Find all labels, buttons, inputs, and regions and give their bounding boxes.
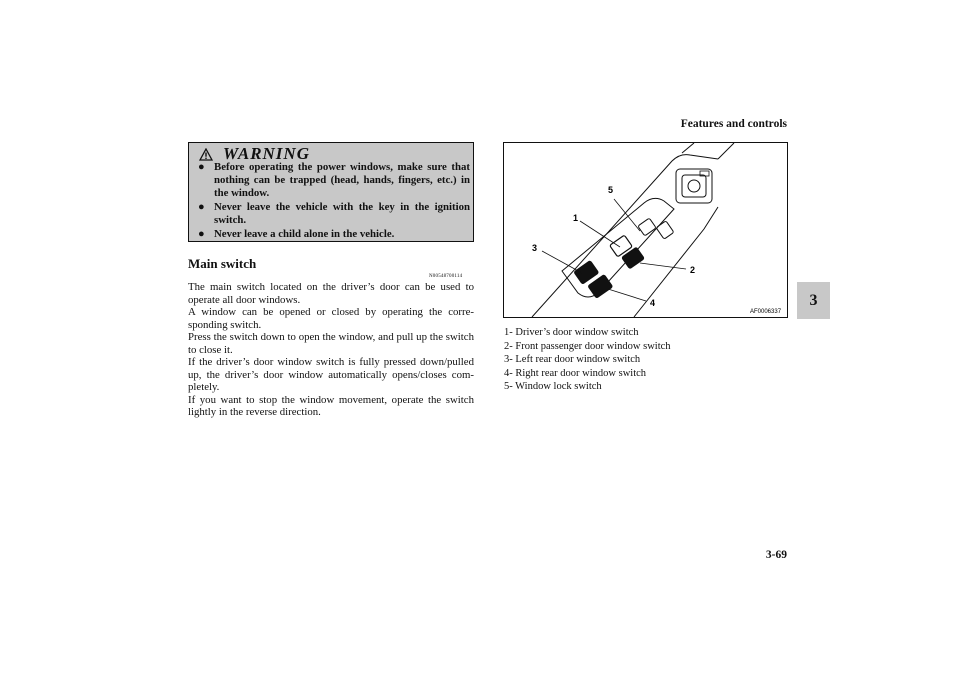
warning-item	[198, 228, 470, 241]
figure-code: AF0006337	[750, 309, 782, 315]
section-title: Main switch	[188, 256, 257, 271]
warning-item	[198, 201, 470, 227]
body-paragraph: The main switch located on the driver’s door can be used to operate all door windows.	[188, 281, 474, 306]
callout-3: 3	[532, 243, 538, 253]
bullet-icon: ●	[198, 201, 205, 213]
warning-box	[188, 142, 474, 242]
warning-item-text: Never leave a child alone in the vehicle.	[214, 228, 395, 240]
body-paragraph: Press the switch down to open the window, and pull up the switch to close it.	[188, 331, 474, 356]
bullet-icon: ●	[198, 228, 205, 240]
legend-item: 1- Driver’s door window switch	[504, 327, 639, 338]
legend-item: 5- Window lock switch	[504, 381, 602, 392]
header-title: Features and controls	[680, 118, 787, 130]
bullet-icon: ●	[198, 161, 205, 173]
warning-list	[198, 161, 470, 242]
callout-4: 4	[650, 298, 656, 308]
door-switch-drawing	[504, 143, 787, 317]
figure-legend	[504, 326, 671, 394]
body-paragraph: If the driver’s door window switch is fully pressed down/pulled up, the driver’s door window automatically opens/closes com-pletely.	[188, 356, 474, 393]
chapter-tab: 3	[797, 282, 830, 319]
legend-item: 3- Left rear door window switch	[504, 354, 641, 365]
page-number: 3-69	[765, 549, 787, 561]
warning-item-text: Before operating the power windows, make sure that nothing can be trapped (head, hands, fingers, etc.) in the window.	[214, 161, 470, 199]
callout-2: 2	[690, 265, 696, 275]
section-body	[188, 281, 474, 419]
callout-1: 1	[573, 213, 579, 223]
warning-label: WARNING	[223, 144, 310, 163]
warning-item	[198, 161, 470, 200]
section-code: N00548700114	[429, 274, 463, 279]
callout-5: 5	[608, 185, 614, 195]
legend-item: 4- Right rear door window switch	[504, 367, 647, 379]
warning-item-text: Never leave the vehicle with the key in the ignition switch.	[214, 201, 470, 226]
body-paragraph: A window can be opened or closed by operating the corre-sponding switch.	[188, 306, 474, 331]
warning-triangle-icon	[199, 148, 213, 161]
body-paragraph: If you want to stop the window movement, operate the switch lightly in the reverse direction.	[188, 393, 474, 418]
switch-illustration	[503, 142, 788, 318]
legend-item: 2- Front passenger door window switch	[504, 340, 671, 352]
